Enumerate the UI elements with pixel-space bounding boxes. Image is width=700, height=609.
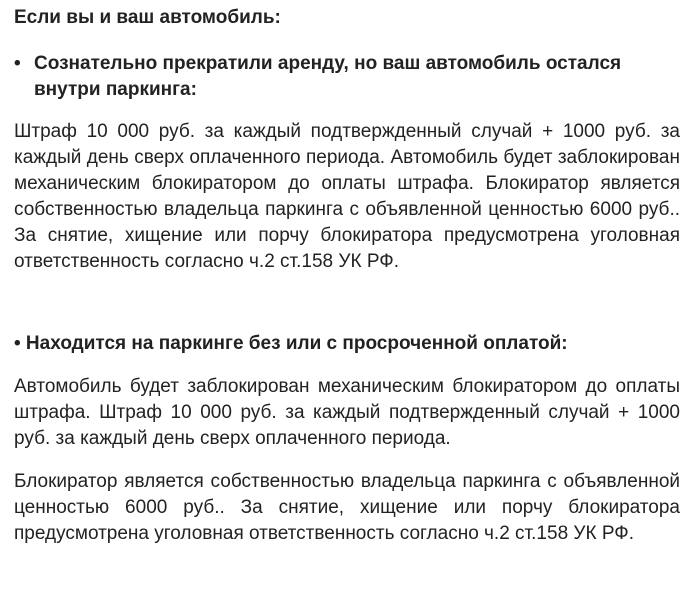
section2-paragraph-2: Блокиратор является собственностью владельца паркинга с объявленной ценностью 6000 руб.. За снятие, хищение или порчу блокиратора предусмотрена уголовная ответственность согласно ч.2 ст.158 УК РФ. — [14, 471, 680, 544]
section2-heading: • Находится на паркинге без или с просроченной оплатой: — [14, 333, 568, 354]
section2-paragraph-1: Автомобиль будет заблокирован механическим блокиратором до оплаты штрафа. Штраф 10 000 руб. за каждый подтвержденный случай + 1000 руб. за каждый день сверх оплаченного периода. — [14, 376, 680, 449]
section1-paragraph: Штраф 10 000 руб. за каждый подтвержденный случай + 1000 руб. за каждый день сверх оплаченного периода. Автомобиль будет заблокирован механическим блокиратором до оплаты штрафа. Блокиратор является собственностью владельца паркинга с объявленной ценностью 6000 руб.. За снятие, хищение или порчу блокиратора предусмотрена уголовная ответственность согласно ч.2 ст.158 УК РФ. — [14, 121, 680, 272]
document-body — [14, 0, 680, 547]
bullet-icon: • — [14, 53, 21, 74]
section1-heading-text: Сознательно прекратили аренду, но ваш автомобиль остался внутри паркинга: — [34, 53, 622, 100]
intro-heading: Если вы и ваш автомобиль: — [14, 7, 281, 28]
section1-heading — [14, 51, 680, 103]
